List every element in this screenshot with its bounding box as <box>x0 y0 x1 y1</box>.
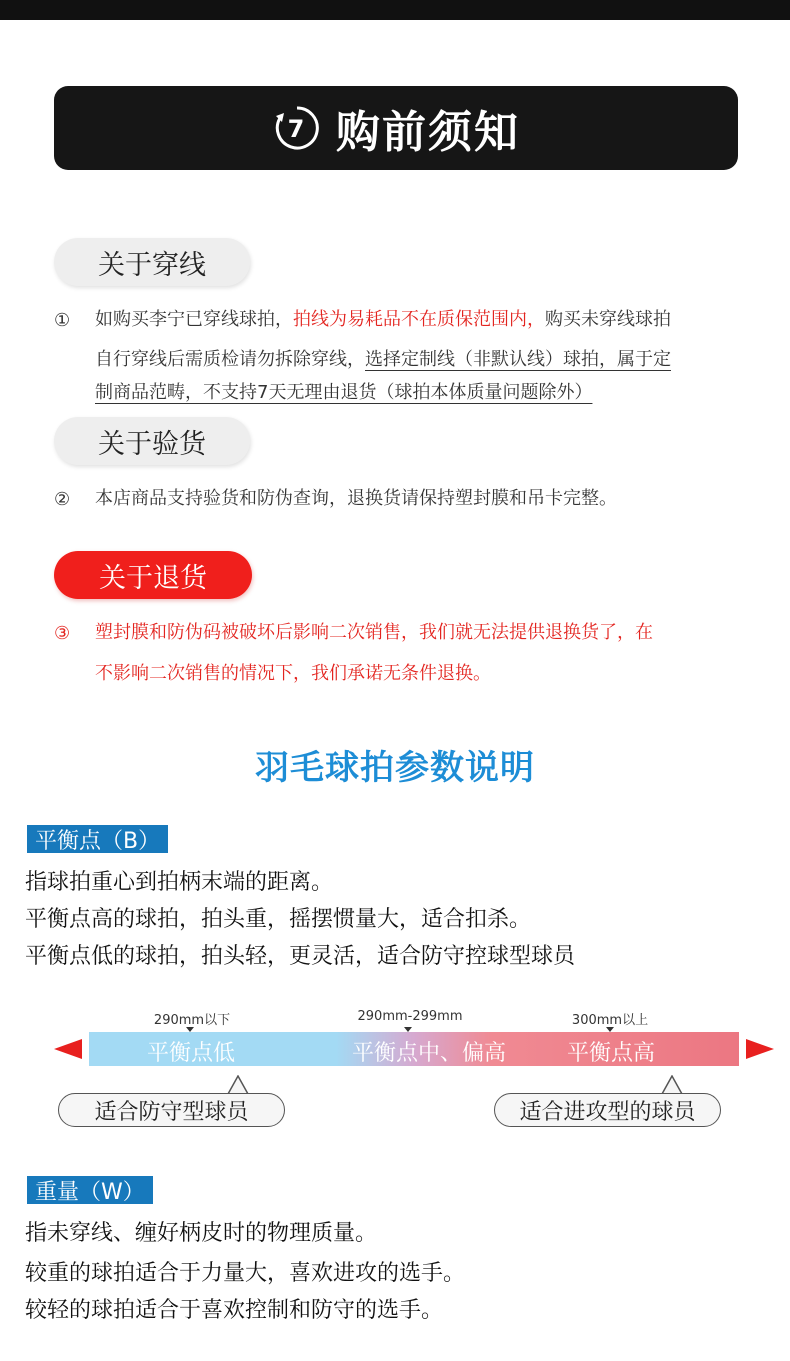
item-number-2: ② <box>54 489 71 510</box>
section-title-stringing <box>54 238 250 286</box>
tick-mark-high <box>606 1027 614 1032</box>
balance-desc-3: 平衡点低的球拍，拍头轻，更灵活，适合防守控球型球员 <box>25 944 576 969</box>
tick-mark-low <box>186 1027 194 1032</box>
bubble-pointer-icon <box>661 1075 683 1095</box>
stringing-line-3 <box>95 374 592 412</box>
page-title <box>54 86 738 170</box>
stringing-line-1 <box>95 301 671 339</box>
weight-tag: 重量（W） <box>27 1176 153 1204</box>
balance-tag: 平衡点（B） <box>27 825 168 853</box>
warning-text: 拍线为易耗品不在质保范围内， <box>293 309 545 330</box>
page-title-text: 购前须知 <box>336 107 520 158</box>
zone-label-low: 平衡点低 <box>146 1041 236 1066</box>
balance-bar <box>89 1032 739 1066</box>
circled-seven-icon <box>272 103 322 153</box>
balance-scale <box>54 1000 774 1130</box>
tick-mark-mid <box>404 1027 412 1032</box>
arrow-right-icon <box>746 1039 774 1059</box>
returns-line-1: 塑封膜和防伪码被破坏后影响二次销售，我们就无法提供退换货了，在 <box>95 622 653 643</box>
low-balance-suit: 适合防守型球员 <box>58 1093 285 1127</box>
text-span: 购买未穿线球拍 <box>545 309 671 330</box>
bubble-pointer-icon <box>227 1075 249 1095</box>
text-span: 自行穿线后需质检请勿拆除穿线， <box>95 349 365 370</box>
top-bar <box>0 0 790 20</box>
tick-label-high: 300mm以上 <box>571 1013 649 1028</box>
section-title-returns <box>54 551 252 599</box>
item-number-3: ③ <box>54 623 71 644</box>
zone-label-high: 平衡点高 <box>566 1041 656 1066</box>
balance-desc-2: 平衡点高的球拍，拍头重，摇摆惯量大，适合扣杀。 <box>25 907 532 932</box>
high-balance-suit: 适合进攻型的球员 <box>494 1093 721 1127</box>
underlined-text: 选择定制线（非默认线）球拍，属于定 <box>365 349 671 370</box>
arrow-left-icon <box>54 1039 82 1059</box>
section-title-text: 关于穿线 <box>98 249 206 281</box>
weight-desc-1: 指未穿线、缠好柄皮时的物理质量。 <box>25 1221 378 1246</box>
section-title-inspection <box>54 417 250 465</box>
section-title-text: 关于退货 <box>99 562 207 594</box>
tick-label-mid: 290mm-299mm <box>357 1009 463 1024</box>
item-number-1: ① <box>54 310 71 331</box>
section-title-text: 关于验货 <box>98 428 206 460</box>
balance-desc-1: 指球拍重心到拍柄末端的距离。 <box>25 870 334 895</box>
inspection-line-1: 本店商品支持验货和防伪查询，退换货请保持塑封膜和吊卡完整。 <box>95 488 617 509</box>
weight-desc-3: 较轻的球拍适合于喜欢控制和防守的选手。 <box>25 1298 444 1323</box>
tick-label-low: 290mm以下 <box>153 1013 231 1028</box>
zone-label-mid: 平衡点中、偏高 <box>351 1041 507 1066</box>
returns-line-2: 不影响二次销售的情况下，我们承诺无条件退换。 <box>95 663 491 684</box>
icon-digit: 7 <box>287 115 307 143</box>
weight-desc-2: 较重的球拍适合于力量大，喜欢进攻的选手。 <box>25 1261 466 1286</box>
params-title: 羽毛球拍参数说明 <box>255 748 535 788</box>
text-span: 如购买李宁已穿线球拍， <box>95 309 293 330</box>
underlined-text: 制商品范畴，不支持7天无理由退货（球拍本体质量问题除外） <box>95 382 593 403</box>
